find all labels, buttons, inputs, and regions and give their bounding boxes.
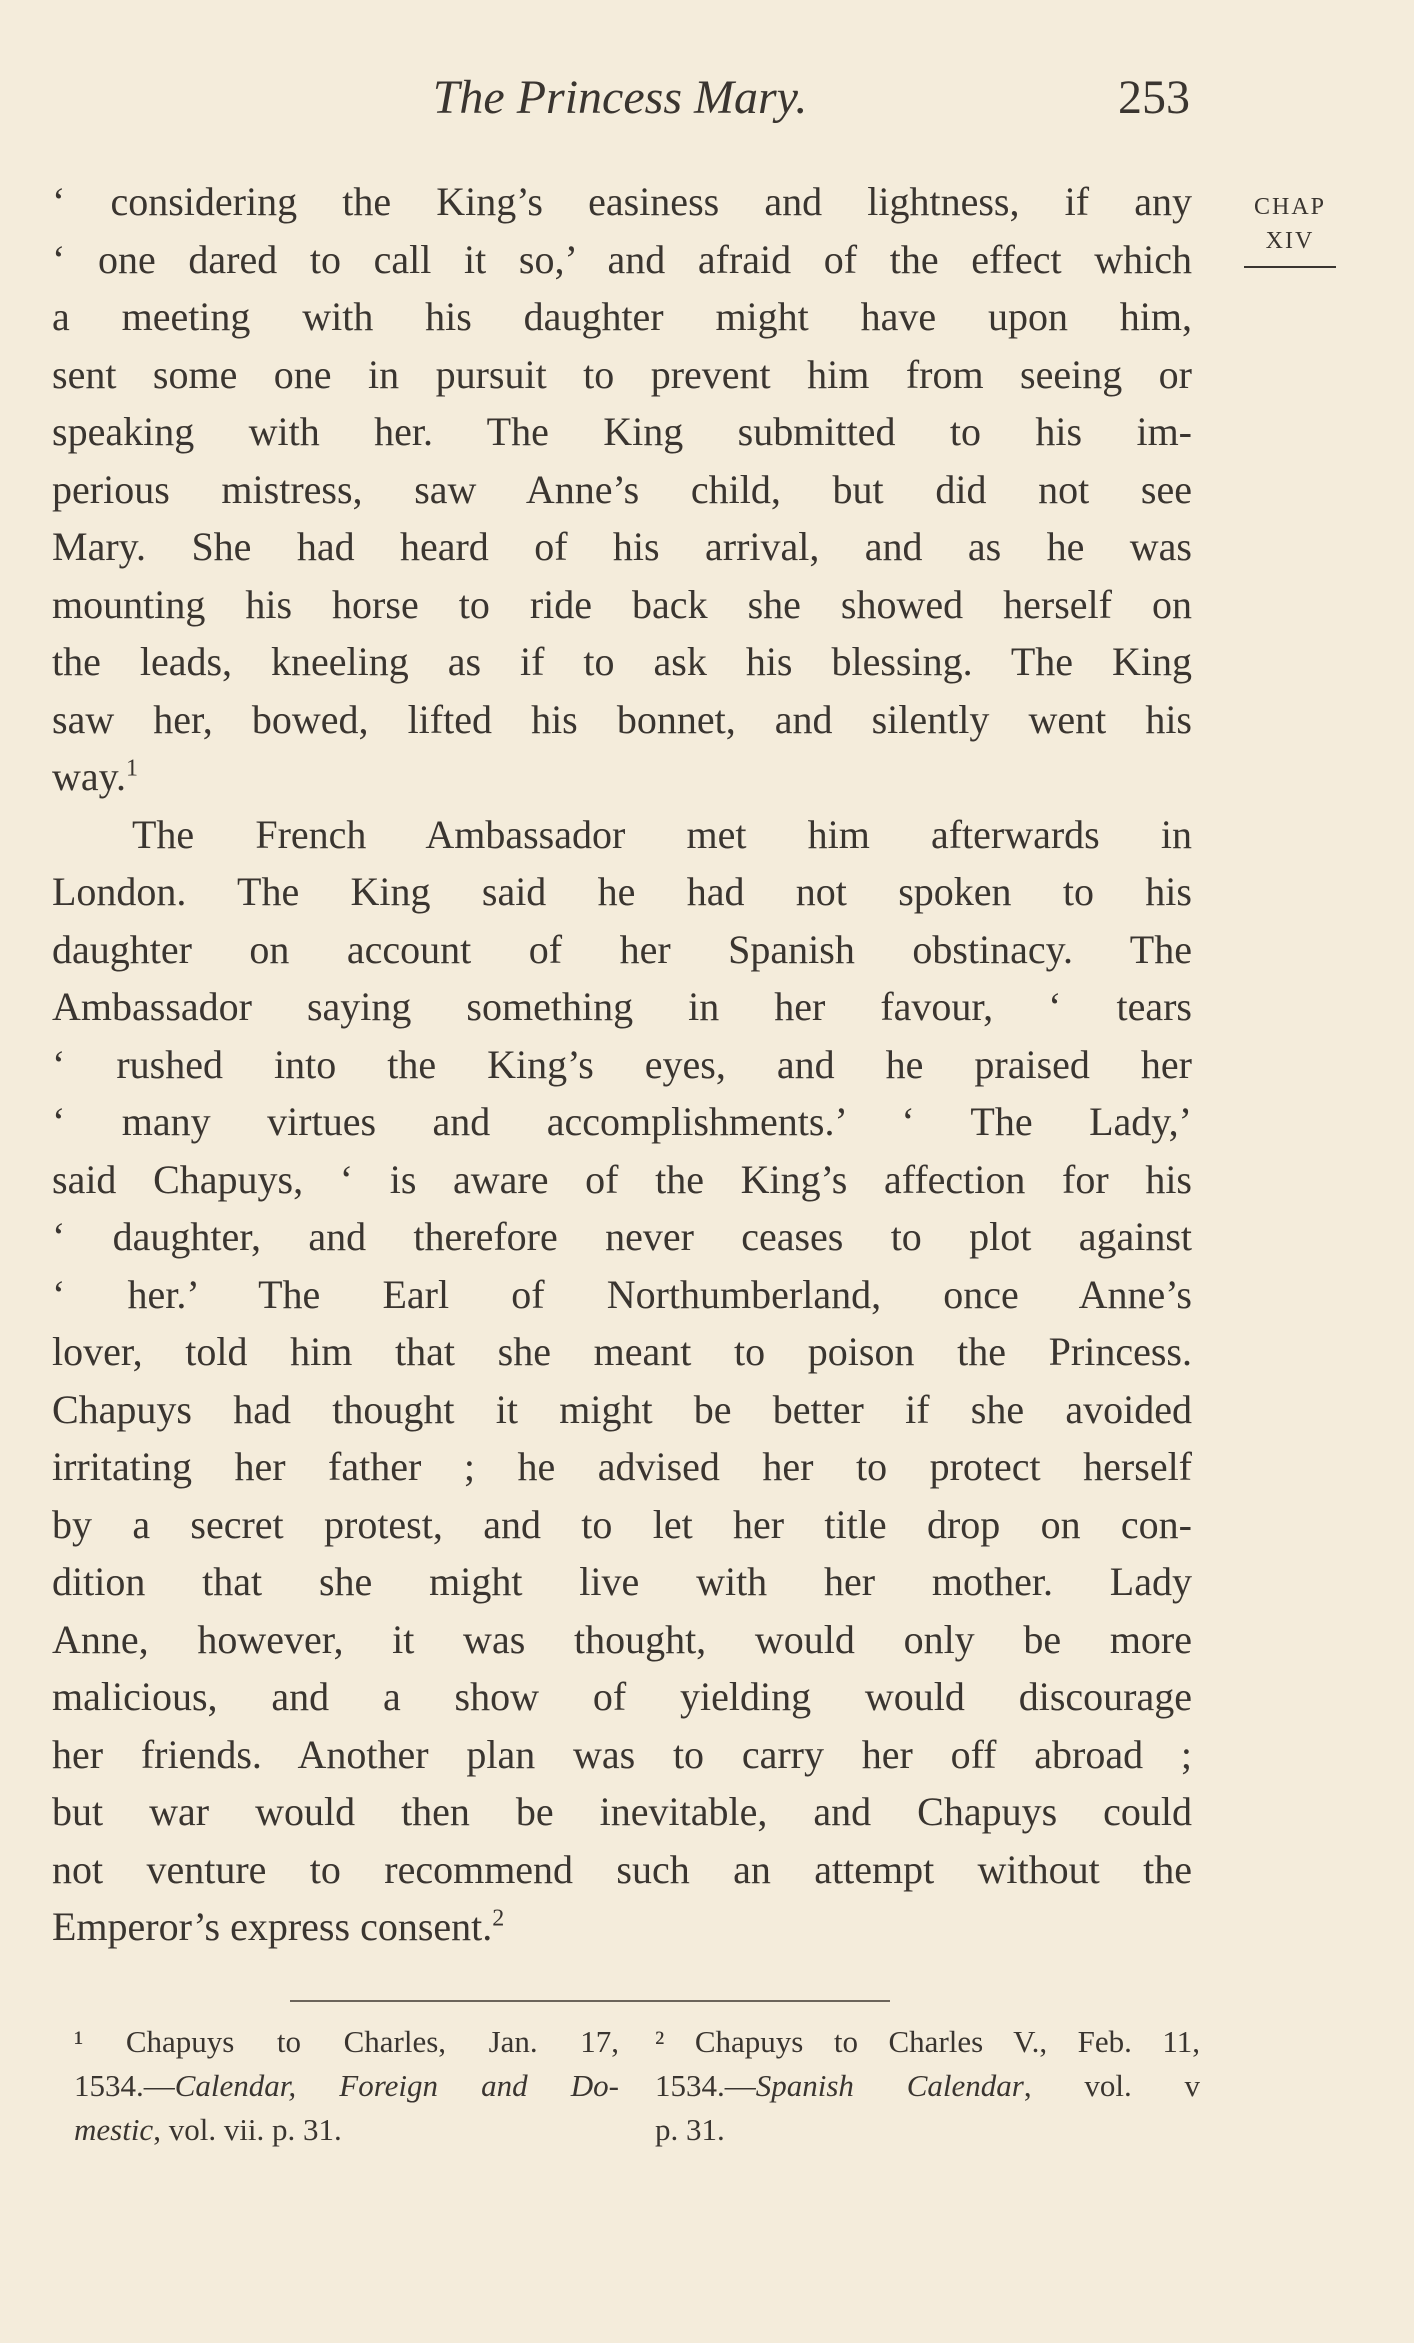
text-line: a meeting with his daughter might have upon him,	[52, 294, 1192, 339]
text-line: malicious, and a show of yielding would discourage	[52, 1674, 1192, 1719]
text-line: Ambassador saying something in her favour, ‘ tears	[52, 984, 1192, 1029]
text-line: her friends. Another plan was to carry her off abroad ;	[52, 1731, 1192, 1777]
paragraph-end-line	[52, 1898, 1192, 1956]
chapter-margin-note	[1240, 190, 1340, 268]
text-line: mounting his horse to ride back she showed herself on	[52, 581, 1192, 627]
footnote-date: 1534.—	[655, 2068, 756, 2103]
text-line: speaking with her. The King submitted to his im-	[52, 409, 1192, 454]
footnote-rule	[290, 2000, 890, 2002]
footnote-2	[655, 2020, 1200, 2152]
footnote-line: ¹ Chapuys to Charles, Jan. 17,	[74, 2024, 619, 2059]
text-line: ‘ many virtues and accomplishments.’ ‘ The Lady,’	[52, 1099, 1192, 1144]
text-line: dition that she might live with her mother. Lady	[52, 1559, 1192, 1604]
text-line: irritating her father ; he advised her to protect herself	[52, 1444, 1192, 1489]
footnote-citation: , vol. vii. p. 31.	[153, 2112, 342, 2147]
footnote-line	[74, 2108, 619, 2152]
footnote-line: ² Chapuys to Charles V., Feb. 11,	[655, 2024, 1200, 2059]
page-number: 253	[1118, 71, 1190, 124]
text-line: sent some one in pursuit to prevent him from seeing or	[52, 351, 1192, 397]
footnote-date: 1534.—	[74, 2068, 175, 2103]
text-line: ‘ daughter, and therefore never ceases to plot against	[52, 1214, 1192, 1259]
margin-rule	[1244, 266, 1336, 268]
text-line: lover, told him that she meant to poison the Princess.	[52, 1329, 1192, 1374]
text-line: The French Ambassador met him afterwards in	[132, 811, 1192, 857]
text-line: daughter on account of her Spanish obstinacy. The	[52, 926, 1192, 972]
chapter-label: CHAP	[1253, 194, 1327, 220]
text-line: way.	[52, 754, 127, 799]
footnote-line: p. 31.	[655, 2112, 725, 2147]
text-line: Anne, however, it was thought, would only be more	[52, 1616, 1192, 1662]
text-line: not venture to recommend such an attempt without the	[52, 1846, 1192, 1892]
text-line: ‘ considering the King’s easiness and lightness, if any	[52, 179, 1192, 224]
footnote-ref-1[interactable]: 1	[126, 755, 139, 782]
text-line: but war would then be inevitable, and Chapuys could	[52, 1789, 1192, 1834]
text-line: by a secret protest, and to let her title drop on con-	[52, 1501, 1192, 1547]
text-line: Emperor’s express consent.	[52, 1904, 493, 1949]
footnote-source-title: Spanish Calendar	[755, 2068, 1024, 2103]
text-line: the leads, kneeling as if to ask his blessing. The King	[52, 639, 1192, 684]
chapter-number: XIV	[1265, 228, 1315, 254]
text-line: Chapuys had thought it might be better if she avoided	[52, 1386, 1192, 1432]
footnote-1	[74, 2020, 619, 2152]
body-text	[52, 173, 1192, 1956]
paragraph-end-line	[52, 748, 1192, 806]
text-line: ‘ one dared to call it so,’ and afraid of the effect which	[52, 236, 1192, 282]
text-line: Mary. She had heard of his arrival, and as he was	[52, 524, 1192, 569]
footnote-source-title: Calendar, Foreign and Do-	[174, 2068, 619, 2103]
footnote-line	[655, 2064, 1200, 2108]
text-line: ‘ rushed into the King’s eyes, and he praised her	[52, 1041, 1192, 1087]
footnotes	[52, 2020, 1200, 2147]
text-line: said Chapuys, ‘ is aware of the King’s affection for his	[52, 1156, 1192, 1202]
footnote-ref-2[interactable]: 2	[492, 1905, 505, 1932]
footnote-line	[74, 2064, 619, 2108]
text-line: saw her, bowed, lifted his bonnet, and silently went his	[52, 696, 1192, 742]
running-title: The Princess Mary.	[432, 71, 808, 124]
text-line: ‘ her.’ The Earl of Northumberland, once Anne’s	[52, 1271, 1192, 1317]
running-head	[50, 70, 1190, 140]
footnote-source-title-end: mestic	[74, 2112, 154, 2147]
text-line: perious mistress, saw Anne’s child, but did not see	[52, 466, 1192, 512]
footnote-citation: , vol. v	[1023, 2068, 1200, 2103]
text-line: London. The King said he had not spoken to his	[52, 869, 1192, 914]
